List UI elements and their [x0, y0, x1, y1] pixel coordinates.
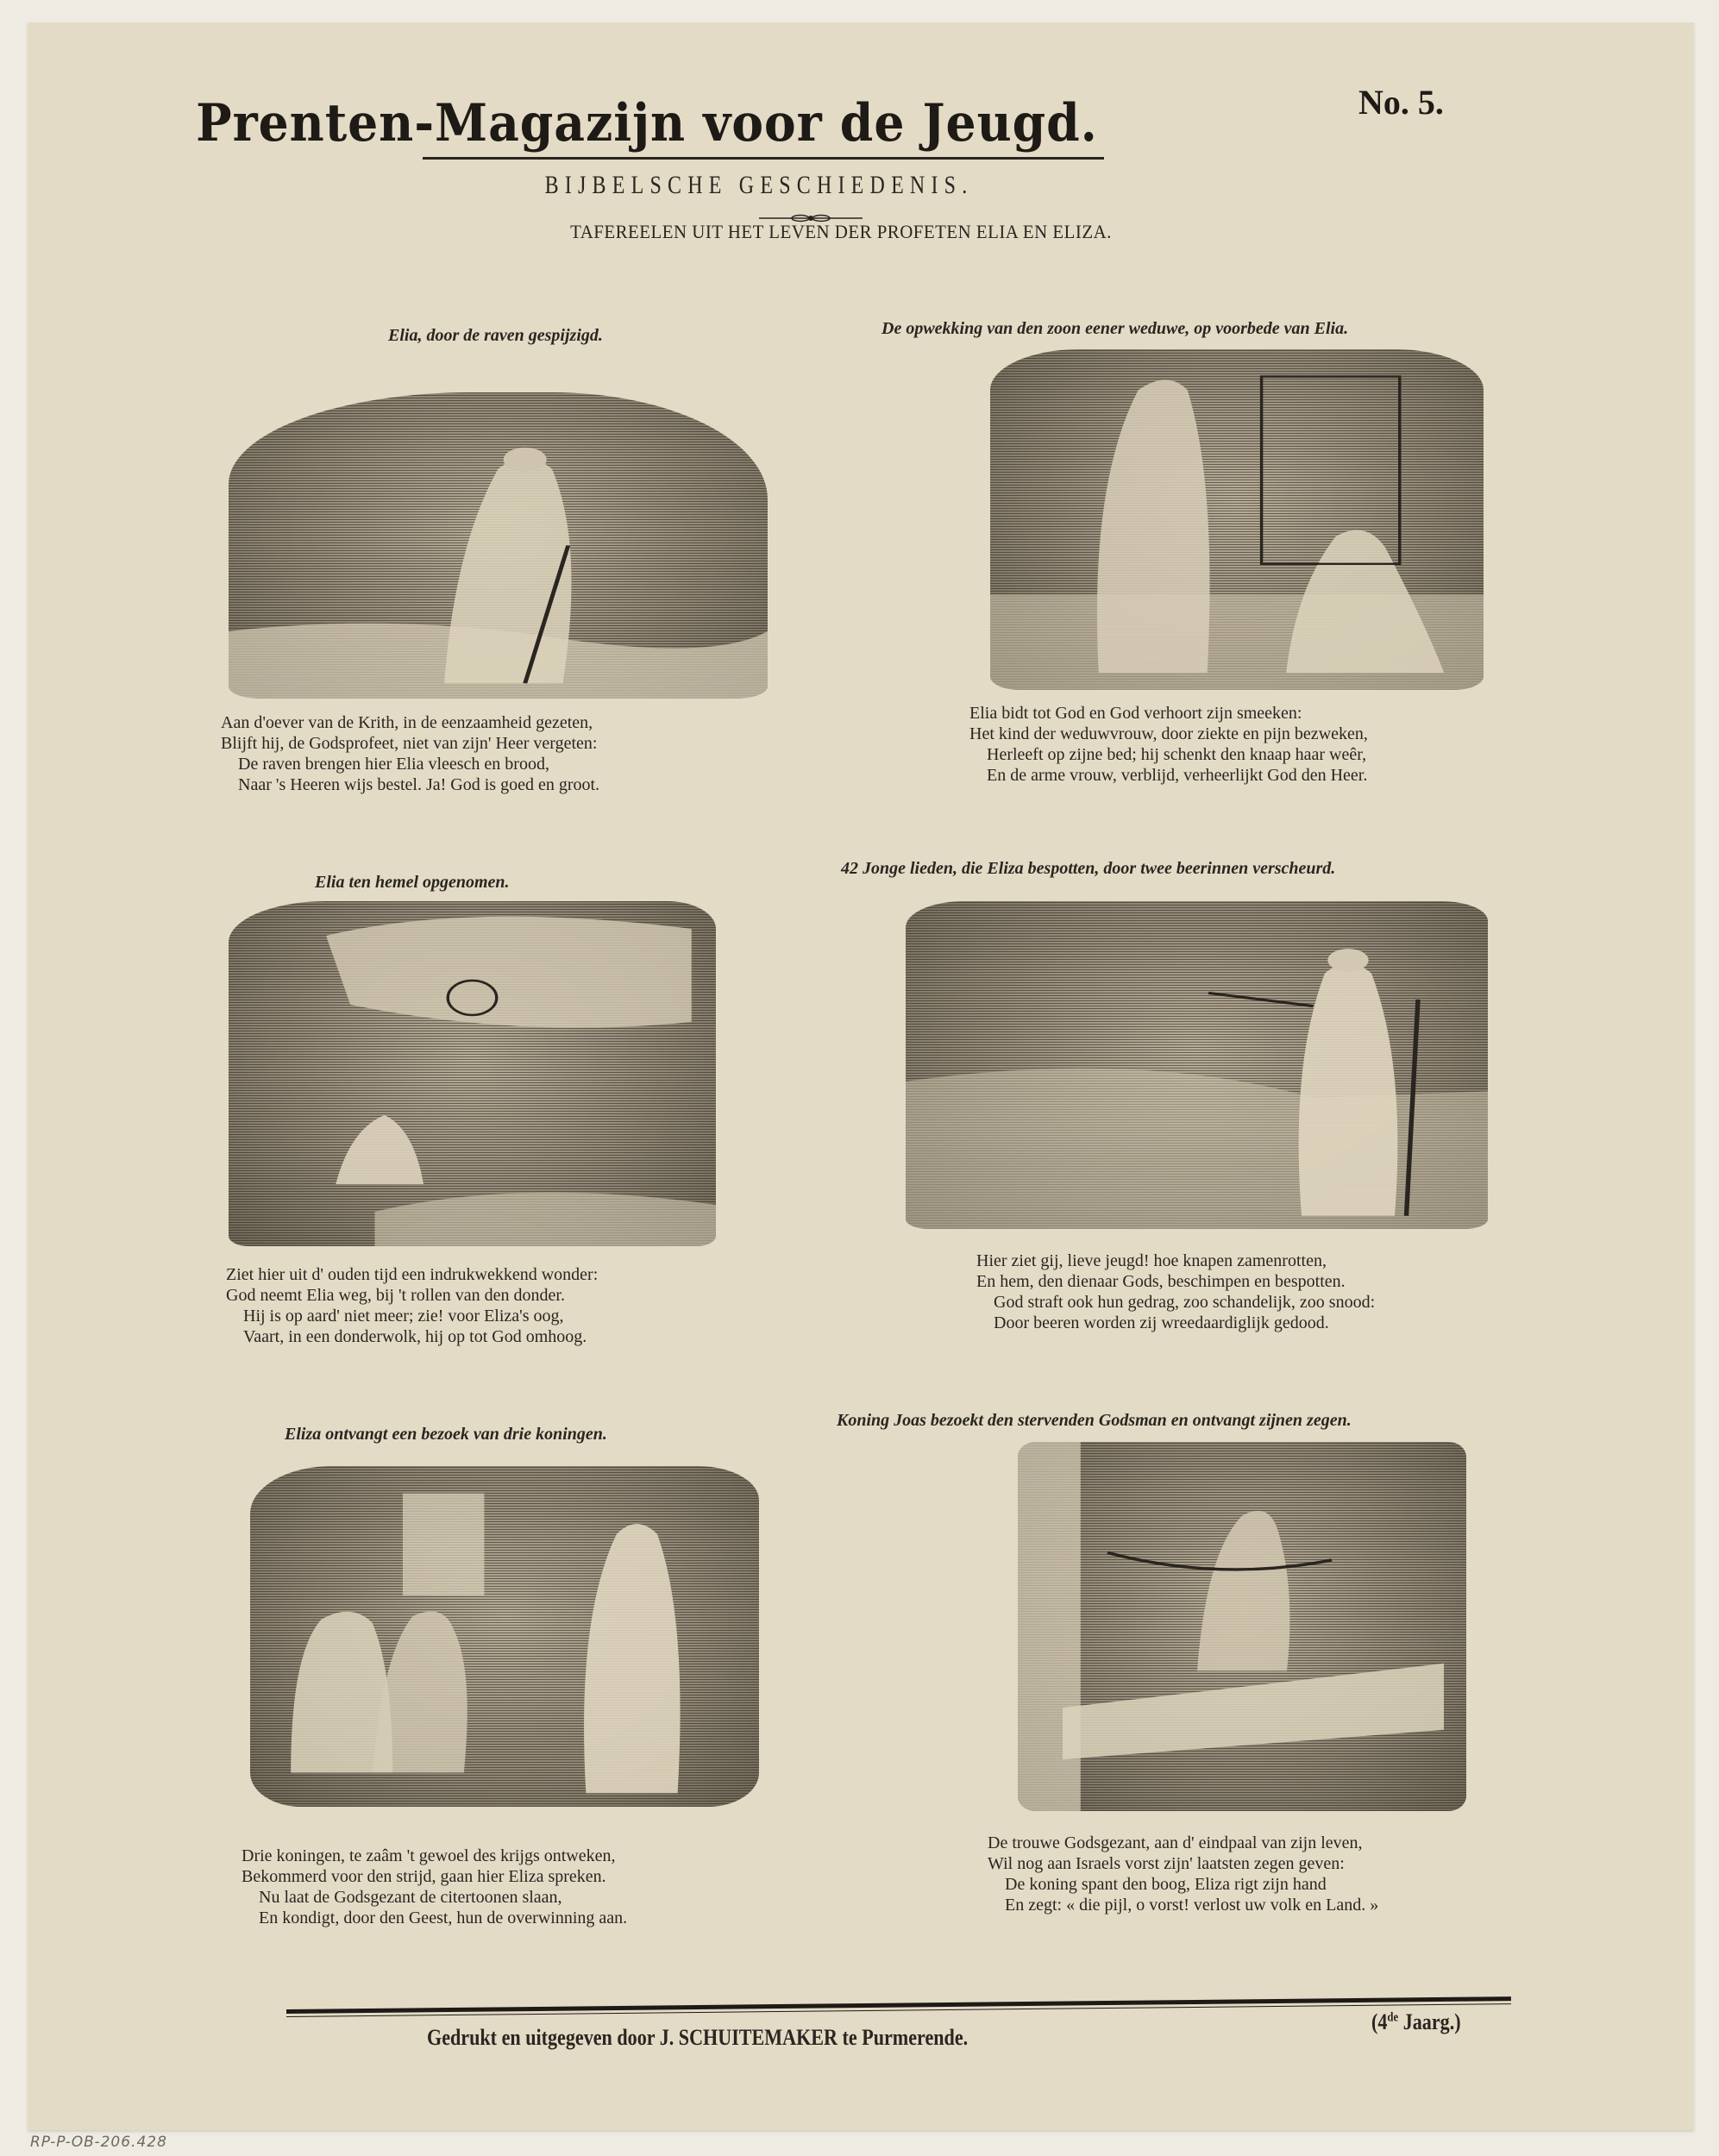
engraving-widow-son: [990, 349, 1484, 690]
printer-imprint: Gedrukt en uitgegeven door J. SCHUITEMAKER te Purmerende.: [427, 2025, 969, 2050]
engraving-elia-ravens: [229, 392, 768, 699]
year-prefix: (4: [1371, 2009, 1388, 2034]
panel-caption: Koning Joas bezoekt den stervenden Godsman en ontvangt zijnen zegen.: [837, 1411, 1352, 1430]
panel-verse: Ziet hier uit d' ouden tijd een indrukwekkend wonder: God neemt Elia weg, bij 't rollen van den donder. Hij is op aard' niet meer; zie! voor Eliza's oog, Vaart, in een donderwolk, hij op tot God omhoog.: [226, 1265, 599, 1346]
panel-verse: Hier ziet gij, lieve jeugd! hoe knapen zamenrotten, En hem, den dienaar Gods, beschimpen en bespotten. God straft ook hun gedrag, zoo schandelijk, zoo snood: Door beeren worden zij wreedaardiglijk gedood.: [976, 1251, 1376, 1332]
title-rule: [423, 157, 1104, 160]
year-suffix: Jaarg.): [1398, 2009, 1461, 2034]
engraving-king-joas: [1018, 1442, 1466, 1811]
panel-caption: 42 Jonge lieden, die Eliza bespotten, door twee beerinnen verscheurd.: [841, 859, 1336, 878]
panel-verse: Aan d'oever van de Krith, in de eenzaamheid gezeten, Blijft hij, de Godsprofeet, niet van zijn' Heer vergeten: De raven brengen hier Elia vleesch en brood, Naar 's Heeren wijs bestel. Ja! God is goed en groot.: [221, 713, 600, 794]
section-title: BIJBELSCHE GESCHIEDENIS.: [544, 171, 974, 199]
engraving-three-kings: [250, 1466, 759, 1807]
engraving-bears: [906, 901, 1488, 1229]
year-superscript: de: [1387, 2010, 1399, 2025]
panel-verse: De trouwe Godsgezant, aan d' eindpaal van zijn leven, Wil nog aan Israels vorst zijn' laatsten zegen geven: De koning spant den boog, Eliza rigt zijn hand En zegt: « die pijl, o vorst! verlost uw volk en Land. »: [988, 1833, 1379, 1915]
panel-caption: Eliza ontvangt een bezoek van drie koningen.: [285, 1425, 607, 1444]
page-title: Prenten-Magazijn voor de Jeugd.: [196, 93, 1098, 154]
panel-caption: Elia ten hemel opgenomen.: [315, 873, 510, 892]
volume-year: [1371, 2009, 1461, 2035]
issue-number: No. 5.: [1358, 83, 1444, 122]
engraving-elia-ascension: [229, 901, 716, 1246]
panel-verse: Elia bidt tot God en God verhoort zijn smeeken: Het kind der weduwvrouw, door ziekte en pijn bezweken, Herleeft op zijne bed; hij schenkt den knaap haar weêr, En de arme vrouw, verblijd, verheerlijkt God den Heer.: [969, 704, 1368, 785]
panel-verse: Drie koningen, te zaâm 't gewoel des krijgs ontweken, Bekommerd voor den strijd, gaan hier Eliza spreken. Nu laat de Godsgezant de citertoonen slaan, En kondigt, door den Geest, hun de overwinning aan.: [242, 1846, 628, 1927]
subheading: TAFEREELEN UIT HET LEVEN DER PROFETEN ELIA EN ELIZA.: [570, 221, 1112, 242]
panel-caption: Elia, door de raven gespijzigd.: [388, 326, 603, 345]
inventory-number: RP-P-OB-206.428: [30, 2134, 167, 2151]
panel-caption: De opwekking van den zoon eener weduwe, op voorbede van Elia.: [881, 319, 1349, 338]
